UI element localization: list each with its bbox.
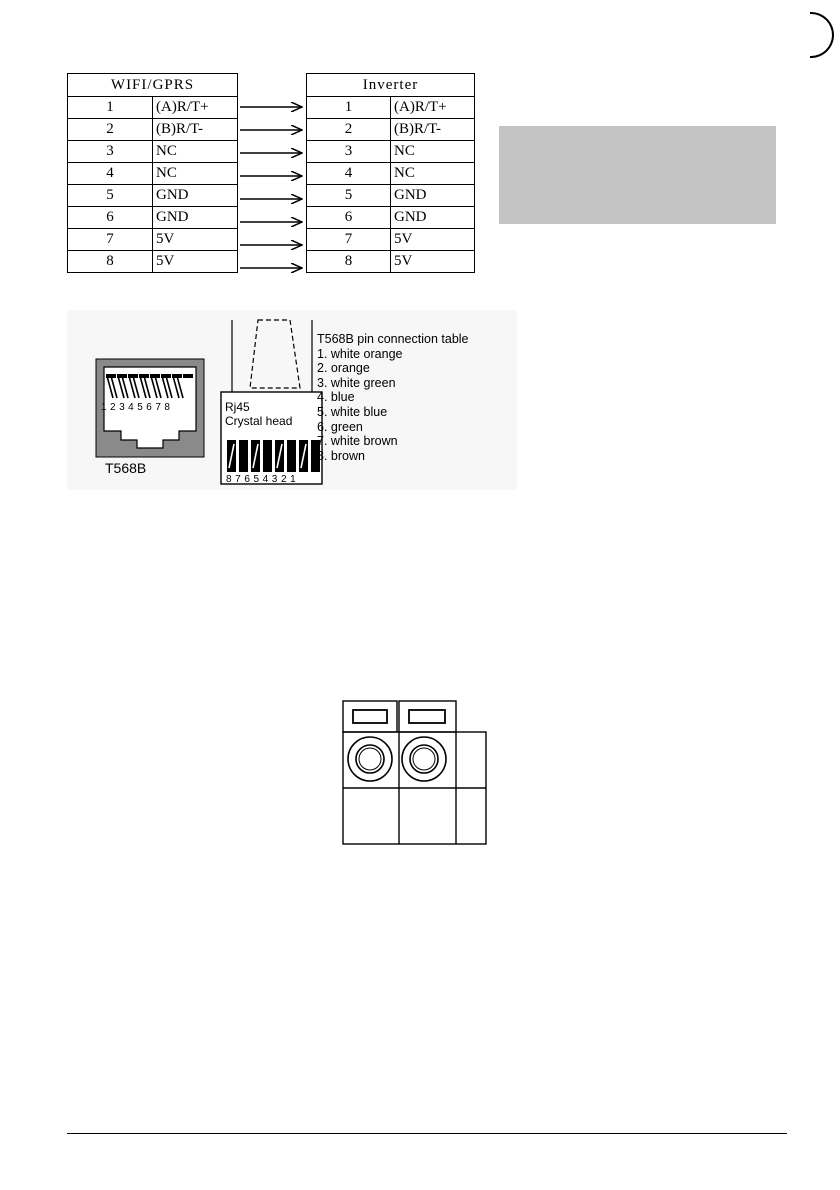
footer-rule (67, 1133, 787, 1134)
inv-signal-5: GND (391, 185, 475, 207)
page-corner-mark (810, 12, 834, 58)
wifi-gprs-table (67, 73, 238, 273)
pin-table-item: 2. orange (317, 361, 370, 376)
t568b-pin-table (317, 332, 469, 463)
t568b-label: T568B (105, 460, 147, 476)
inv-pin-3: 3 (307, 141, 391, 163)
plug-title (225, 400, 292, 428)
pin-table-item: 5. white blue (317, 404, 388, 419)
inv-pin-8: 8 (307, 251, 391, 273)
inv-signal-2: (B)R/T- (391, 119, 475, 141)
terminal-block-diagram (342, 700, 488, 846)
inverter-table (306, 73, 475, 273)
pin-table-item: 7. white brown (317, 434, 398, 449)
wifi-pin-2: 2 (68, 119, 153, 141)
wifi-pin-8: 8 (68, 251, 153, 273)
inv-signal-3: NC (391, 141, 475, 163)
wifi-pin-6: 6 (68, 207, 153, 229)
wifi-signal-5: GND (153, 185, 238, 207)
plug-pin-numbers: 87654321 (226, 474, 300, 485)
inv-pin-2: 2 (307, 119, 391, 141)
pin-table-item: 1. white orange (317, 346, 403, 361)
pin-table-item: 8. brown (317, 448, 365, 463)
plug-title-line2: Crystal head (225, 414, 293, 428)
wifi-signal-6: GND (153, 207, 238, 229)
wifi-pin-1: 1 (68, 97, 153, 119)
wifi-signal-3: NC (153, 141, 238, 163)
inv-signal-8: 5V (391, 251, 475, 273)
inv-signal-6: GND (391, 207, 475, 229)
inv-pin-7: 7 (307, 229, 391, 251)
inv-signal-7: 5V (391, 229, 475, 251)
wifi-pin-3: 3 (68, 141, 153, 163)
wifi-signal-8: 5V (153, 251, 238, 273)
grey-note-box (499, 126, 776, 224)
pin-table-title: T568B pin connection table (317, 332, 469, 346)
plug-title-line1: Rj45 (225, 400, 250, 414)
wifi-gprs-title: WIFI/GPRS (68, 74, 238, 97)
inv-signal-1: (A)R/T+ (391, 97, 475, 119)
socket-pin-numbers: 12345678 (101, 402, 174, 413)
inv-pin-5: 5 (307, 185, 391, 207)
wifi-signal-7: 5V (153, 229, 238, 251)
wifi-signal-2: (B)R/T- (153, 119, 238, 141)
wifi-pin-4: 4 (68, 163, 153, 185)
pin-table-item: 6. green (317, 419, 363, 434)
pin-table-item: 3. white green (317, 375, 396, 390)
inverter-title: Inverter (307, 74, 475, 97)
wifi-signal-1: (A)R/T+ (153, 97, 238, 119)
inv-signal-4: NC (391, 163, 475, 185)
inv-pin-6: 6 (307, 207, 391, 229)
wiring-arrows (238, 96, 306, 280)
wifi-pin-7: 7 (68, 229, 153, 251)
inv-pin-4: 4 (307, 163, 391, 185)
pin-table-item: 4. blue (317, 390, 355, 405)
wifi-pin-5: 5 (68, 185, 153, 207)
wifi-signal-4: NC (153, 163, 238, 185)
inv-pin-1: 1 (307, 97, 391, 119)
